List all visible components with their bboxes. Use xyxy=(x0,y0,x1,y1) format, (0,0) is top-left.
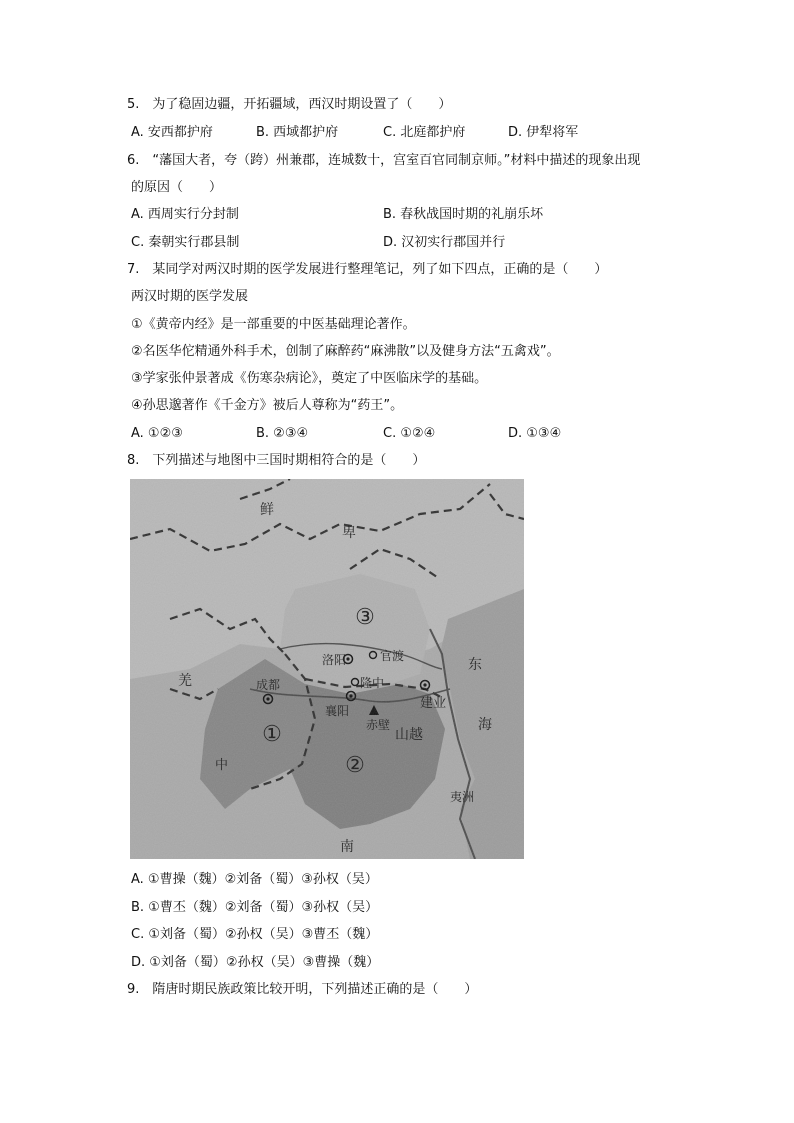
question-5-stem: 5. 为了稳固边疆，开拓疆域，西汉时期设置了（ ） xyxy=(127,97,452,112)
q7-note-title: 两汉时期的医学发展 xyxy=(131,289,249,304)
q8-option-c[interactable]: C. ①刘备（蜀）②孙权（吴）③曹丕（魏） xyxy=(131,927,379,942)
q8-option-d[interactable]: D. ①刘备（蜀）②孙权（吴）③曹操（魏） xyxy=(131,955,380,970)
q8-option-b[interactable]: B. ①曹丕（魏）②刘备（蜀）③孙权（吴） xyxy=(131,900,379,915)
question-6-stem-line1: 6. “藩国大者，夸（跨）州兼郡，连城数十，宫室百官同制京师。”材料中描述的现象出现 xyxy=(127,153,641,168)
question-8-stem: 8. 下列描述与地图中三国时期相符合的是（ ） xyxy=(127,453,426,468)
q7-option-a[interactable]: A. ①②③ xyxy=(131,426,183,441)
question-9-stem: 9. 隋唐时期民族政策比较开明，下列描述正确的是（ ） xyxy=(127,982,478,997)
q7-option-b[interactable]: B. ②③④ xyxy=(256,426,309,441)
q7-point-3: ③学家张仲景著成《伤寒杂病论》，奠定了中医临床学的基础。 xyxy=(131,371,488,386)
q8-option-a[interactable]: A. ①曹操（魏）②刘备（蜀）③孙权（吴） xyxy=(131,872,378,887)
question-7-stem: 7. 某同学对两汉时期的医学发展进行整理笔记，列了如下四点，正确的是（ ） xyxy=(127,262,608,277)
three-kingdoms-map xyxy=(130,479,524,859)
q6-option-d[interactable]: D. 汉初实行郡国并行 xyxy=(383,235,506,250)
q5-option-b[interactable]: B. 西域都护府 xyxy=(256,125,339,140)
q6-option-c[interactable]: C. 秦朝实行郡县制 xyxy=(131,235,240,250)
q6-option-b[interactable]: B. 春秋战国时期的礼崩乐坏 xyxy=(383,207,544,222)
q5-option-d[interactable]: D. 伊犁将军 xyxy=(508,125,579,140)
q7-option-c[interactable]: C. ①②④ xyxy=(383,426,436,441)
q6-option-a[interactable]: A. 西周实行分封制 xyxy=(131,207,239,222)
q7-point-2: ②名医华佗精通外科手术，创制了麻醉药“麻沸散”以及健身方法“五禽戏”。 xyxy=(131,344,560,359)
q5-option-a[interactable]: A. 安西都护府 xyxy=(131,125,213,140)
question-6-stem-line2: 的原因（ ） xyxy=(131,180,223,195)
q7-point-1: ①《黄帝内经》是一部重要的中医基础理论著作。 xyxy=(131,317,416,332)
q5-option-c[interactable]: C. 北庭都护府 xyxy=(383,125,466,140)
q7-point-4: ④孙思邈著作《千金方》被后人尊称为“药王”。 xyxy=(131,398,404,413)
q7-option-d[interactable]: D. ①③④ xyxy=(508,426,562,441)
